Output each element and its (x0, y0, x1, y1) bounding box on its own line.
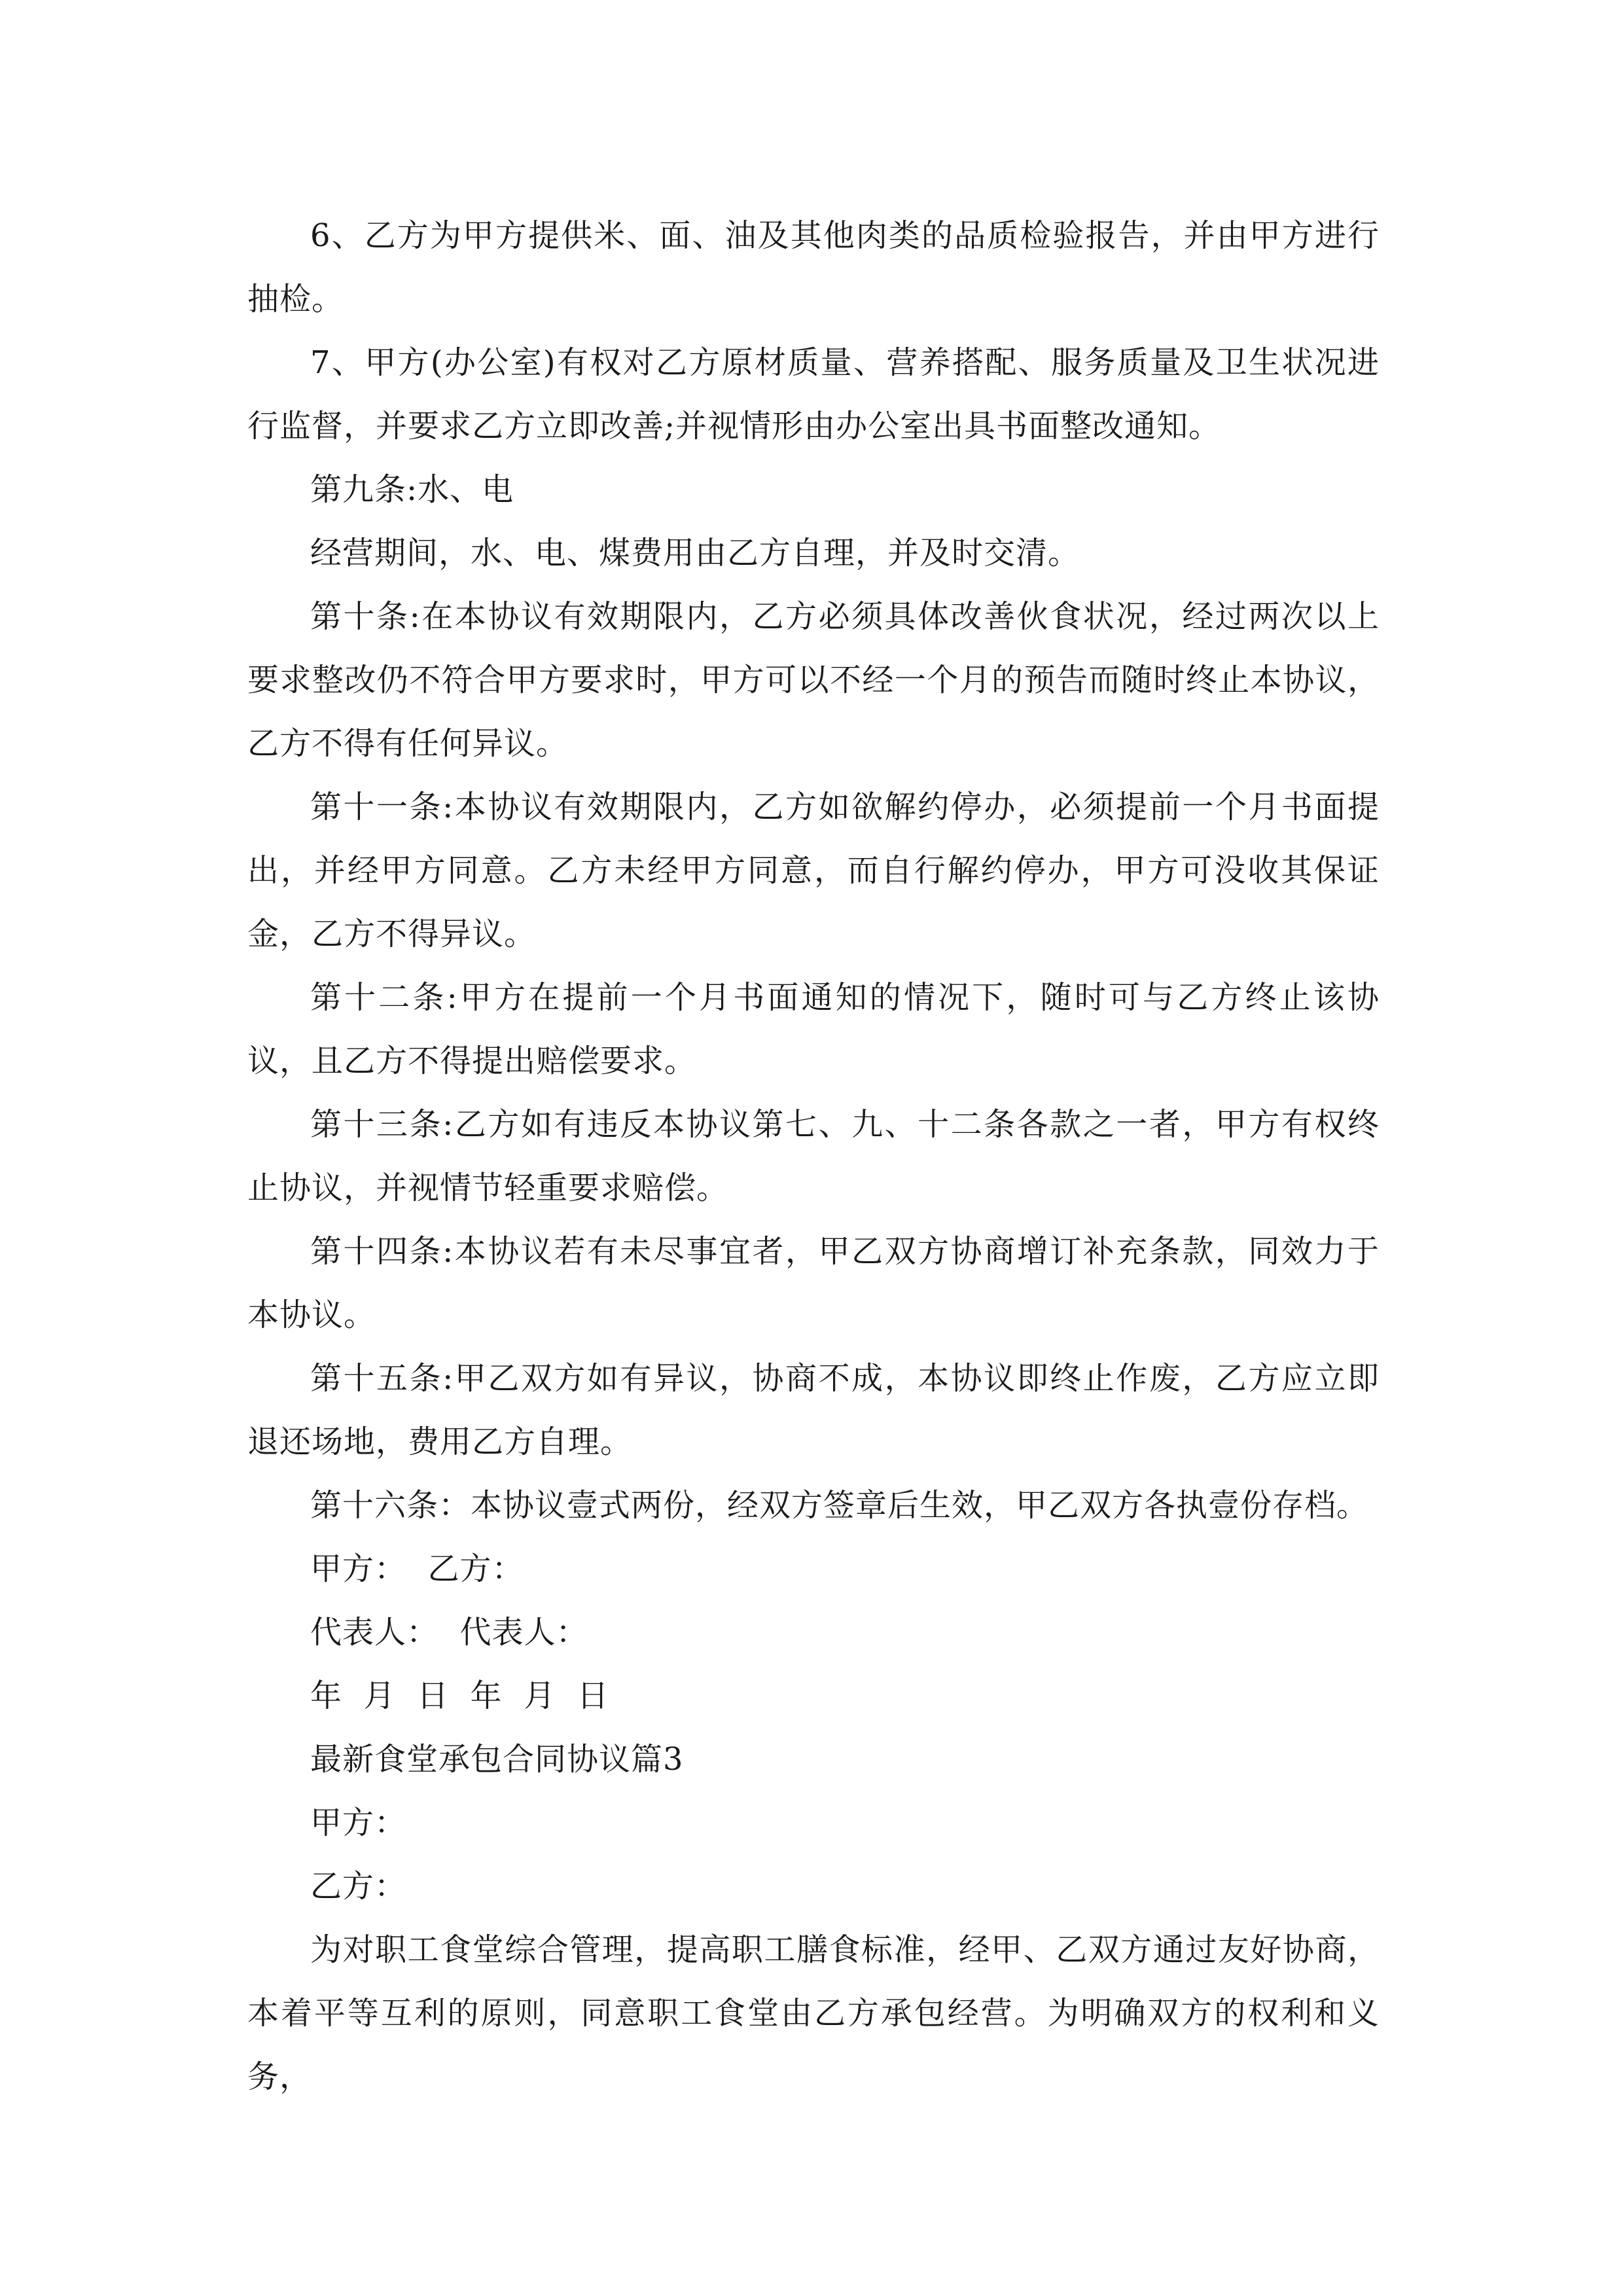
article-16: 第十六条：本协议壹式两份，经双方签章后生效，甲乙双方各执壹份存档。 (310, 1487, 1369, 1524)
article-15: 第十五条:甲乙双方如有异议，协商不成，本协议即终止作废，乙方应立即退还场地，费用乙方自理。 (247, 1360, 1380, 1460)
article-13: 第十三条:乙方如有违反本协议第七、九、十二条各款之一者，甲方有权终止协议，并视情节轻重要求赔偿。 (247, 1106, 1380, 1206)
article-12: 第十二条:甲方在提前一个月书面通知的情况下，随时可与乙方终止该协议，且乙方不得提出赔偿要求。 (247, 979, 1380, 1079)
document-page (247, 204, 1380, 2109)
section-title: 最新食堂承包合同协议篇3 (310, 1741, 684, 1778)
signature-parties: 甲方： 乙方： (310, 1551, 524, 1587)
article-10: 第十条:在本协议有效期限内，乙方必须具体改善伙食状况，经过两次以上要求整改仍不符合甲方要求时，甲方可以不经一个月的预告而随时终止本协议，乙方不得有任何异议。 (247, 598, 1380, 762)
article-9-body: 经营期间，水、电、煤费用由乙方自理，并及时交清。 (310, 535, 1080, 571)
clause-6: 6、乙方为甲方提供米、面、油及其他肉类的品质检验报告，并由甲方进行抽检。 (247, 217, 1380, 317)
party-b-label: 乙方： (310, 1868, 407, 1905)
intro-paragraph: 为对职工食堂综合管理，提高职工膳食标准，经甲、乙双方通过友好协商，本着平等互利的原则，同意职工食堂由乙方承包经营。为明确双方的权利和义务， (247, 1931, 1380, 2095)
article-14: 第十四条:本协议若有未尽事宜者，甲乙双方协商增订补充条款，同效力于本协议。 (247, 1233, 1380, 1333)
article-11: 第十一条:本协议有效期限内，乙方如欲解约停办，必须提前一个月书面提出，并经甲方同意。乙方未经甲方同意，而自行解约停办，甲方可没收其保证金，乙方不得异议。 (247, 789, 1380, 952)
article-9-heading: 第九条:水、电 (310, 471, 514, 508)
clause-7: 7、甲方(办公室)有权对乙方原材质量、营养搭配、服务质量及卫生状况进行监督，并要求乙方立即改善;并视情形由办公室出具书面整改通知。 (247, 344, 1380, 444)
signature-representatives: 代表人： 代表人： (310, 1614, 588, 1651)
party-a-label: 甲方： (310, 1804, 407, 1841)
signature-dates: 年 月 日 年 月 日 (310, 1677, 609, 1714)
